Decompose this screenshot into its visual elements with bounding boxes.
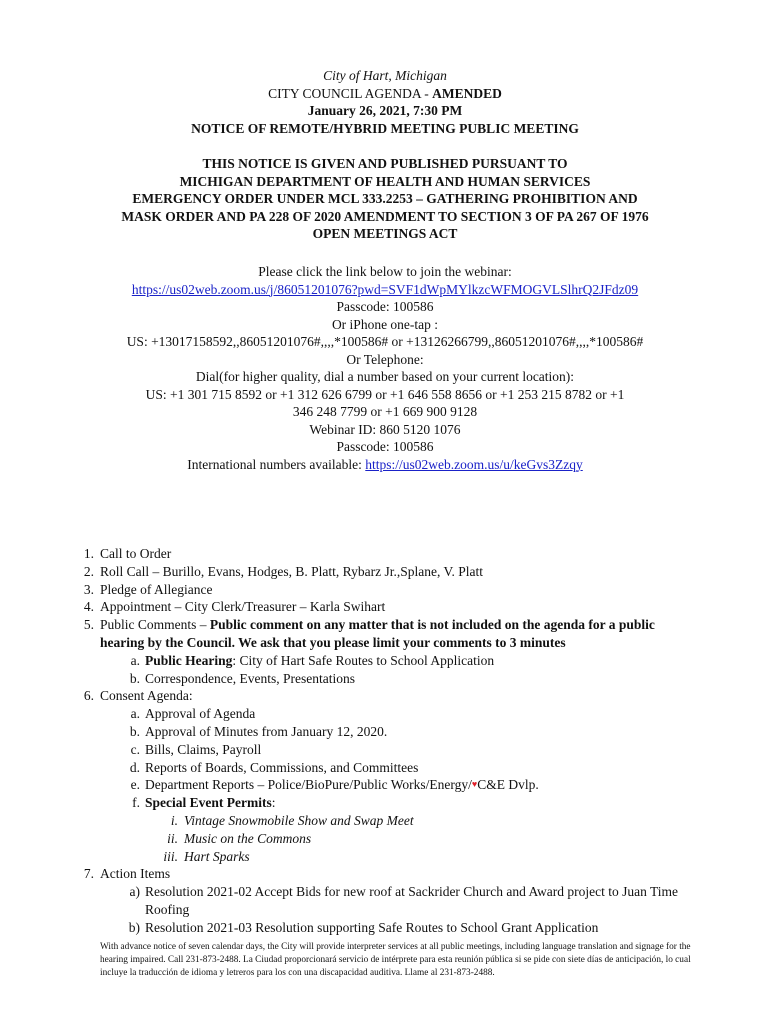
agenda-item [70,545,700,563]
subsubitem-numeral: iii. [163,848,178,864]
city-name: City of Hart, Michigan [323,68,447,83]
subitem-letter: e. [130,777,140,793]
telephone-label: Or Telephone: [346,351,424,367]
subsubitem-text: Music on the Commons [184,830,312,846]
intl-numbers-link[interactable]: https://us02web.zoom.us/u/keGvs3Zzqy [365,456,583,472]
subitem-letter: a. [130,706,140,722]
agenda-subitem [115,705,700,723]
subitem-bold: Special Event Permits [145,795,272,811]
item-text: Call to Order [100,546,172,561]
item-text: Roll Call – Burillo, Evans, Hodges, B. Platt, Rybarz Jr.,Splane, V. Platt [100,563,483,579]
notice-line: MICHIGAN DEPARTMENT OF HEALTH AND HUMAN SERVICES [179,173,591,189]
agenda-item [70,616,700,652]
notice-title: NOTICE OF REMOTE/HYBRID MEETING PUBLIC MEETING [191,120,579,136]
agenda-subitem [115,741,700,759]
subitem-text: Reports of Boards, Commissions, and Committees [145,759,419,775]
agenda-title [0,85,770,103]
subitem-letter: a. [130,652,140,668]
agenda-subsubitem [148,830,700,848]
subitem-text: Resolution 2021-02 Accept Bids for new roof at Sackrider Church and Award project to Juan Time Roofing [145,884,679,917]
passcode: Passcode: 100586 [336,299,434,314]
iphone-label: Or iPhone one-tap : [331,316,439,332]
heart-icon: ♥ [471,779,478,790]
webinar-link[interactable]: https://us02web.zoom.us/j/86051201076?pwd=SVF1dWpMYlkzcWFMOGVLSlhrQ2JFdz09 [131,281,639,297]
item-number: 1. [83,546,94,561]
agenda-subitem [115,794,700,812]
subitem-text: : City of Hart Safe Routes to School Application [232,652,495,668]
subitem-text: Approval of Agenda [145,706,256,722]
item-text: Consent Agenda: [100,688,193,704]
subsubitem-text: Hart Sparks [184,848,250,864]
agenda-subitem [115,759,700,777]
item-text-plain: Public Comments – [100,617,210,633]
iphone-numbers: US: +13017158592,,86051201076#,,,,*100586# or +13126266799,,86051201076#,,,,*100586# [126,334,644,349]
item-number: 6. [83,688,94,704]
subitem-letter: b. [129,670,140,686]
intl-label: International numbers available: [187,456,366,472]
subitem-letter: b. [129,723,140,739]
notice-line: MASK ORDER AND PA 228 OF 2020 AMENDMENT TO SECTION 3 OF PA 267 OF 1976 [121,208,649,224]
item-text: Appointment – City Clerk/Treasurer – Karla Swihart [100,599,386,615]
subsubitem-numeral: i. [170,812,178,828]
document-header [0,67,770,137]
agenda-subitem [115,883,700,919]
subitem-text: : [271,795,276,811]
notice-line: OPEN MEETINGS ACT [312,226,458,241]
subitem-text: Department Reports – Police/BioPure/Public Works/Energy/ [145,777,472,793]
agenda-subitem [115,723,700,741]
item-number: 4. [83,599,94,615]
subitem-bold: Public Hearing [145,652,233,668]
item-number: 2. [83,563,94,579]
accessibility-footer: With advance notice of seven calendar days, the City will provide interpreter services at all public meetings, including language translation and signage for the hearing impaired. Call 231-873-2488. La Ciudad proporcionará servicio de intérprete para esta reunión pública si se pide con siete días de anticipación, lo cual incluye la traducción de idioma y letreros para los con una discapacidad auditiva. Llame al 231-873-2488. [100,942,691,978]
agenda-item [70,581,700,599]
agenda-subitem [115,919,700,937]
amended-label: AMENDED [432,85,502,101]
subitem-letter: f. [132,795,140,811]
dial-numbers: 346 248 7799 or +1 669 900 9128 [292,404,478,419]
subitem-letter: c. [130,741,140,757]
subitem-text: Approval of Minutes from January 12, 2020. [145,723,388,739]
subitem-letter: d. [129,759,140,775]
agenda-item [70,563,700,581]
subsubitem-text: Vintage Snowmobile Show and Swap Meet [184,812,414,828]
agenda-item [70,687,700,705]
item-text-bold: Public comment on any matter that is not included on the agenda for a public hearing by the Council. We ask that you please limit your comments to 3 minutes [100,617,655,650]
subitem-letter: b) [128,919,140,935]
agenda-item [70,865,700,883]
legal-notice [70,155,700,243]
subsubitem-numeral: ii. [167,830,178,846]
item-number: 7. [83,866,94,882]
agenda-subsubitem [148,848,700,866]
agenda-title-text: CITY COUNCIL AGENDA - [268,85,433,101]
dial-label: Dial(for higher quality, dial a number based on your current location): [195,369,575,384]
agenda-item [70,598,700,616]
dial-numbers: US: +1 301 715 8592 or +1 312 626 6799 or +1 646 558 8656 or +1 253 215 8782 or +1 [145,386,625,402]
webinar-id: Webinar ID: 860 5120 1076 [309,421,461,437]
webinar-info [70,263,700,473]
passcode: Passcode: 100586 [336,439,434,454]
agenda-subitem [115,670,700,688]
agenda-subitem [115,652,700,670]
subitem-letter: a) [129,884,140,900]
webinar-intro: Please click the link below to join the webinar: [258,264,512,279]
agenda-subsubitem [148,812,700,830]
agenda-list [70,545,700,937]
item-text: Pledge of Allegiance [100,581,213,597]
subitem-text: Correspondence, Events, Presentations [145,670,355,686]
item-text [100,616,700,652]
meeting-date: January 26, 2021, 7:30 PM [307,103,463,118]
notice-line: EMERGENCY ORDER UNDER MCL 333.2253 – GATHERING PROHIBITION AND [132,191,638,206]
item-text: Action Items [100,866,171,882]
subitem-text: C&E Dvlp. [477,777,539,793]
item-number: 5. [83,617,94,633]
subitem-text: Resolution 2021-03 Resolution supporting Safe Routes to School Grant Application [145,919,599,935]
item-number: 3. [83,581,94,597]
subitem-text: Bills, Claims, Payroll [145,741,262,757]
agenda-subitem [115,776,700,794]
notice-line: THIS NOTICE IS GIVEN AND PUBLISHED PURSUANT TO [202,156,568,171]
